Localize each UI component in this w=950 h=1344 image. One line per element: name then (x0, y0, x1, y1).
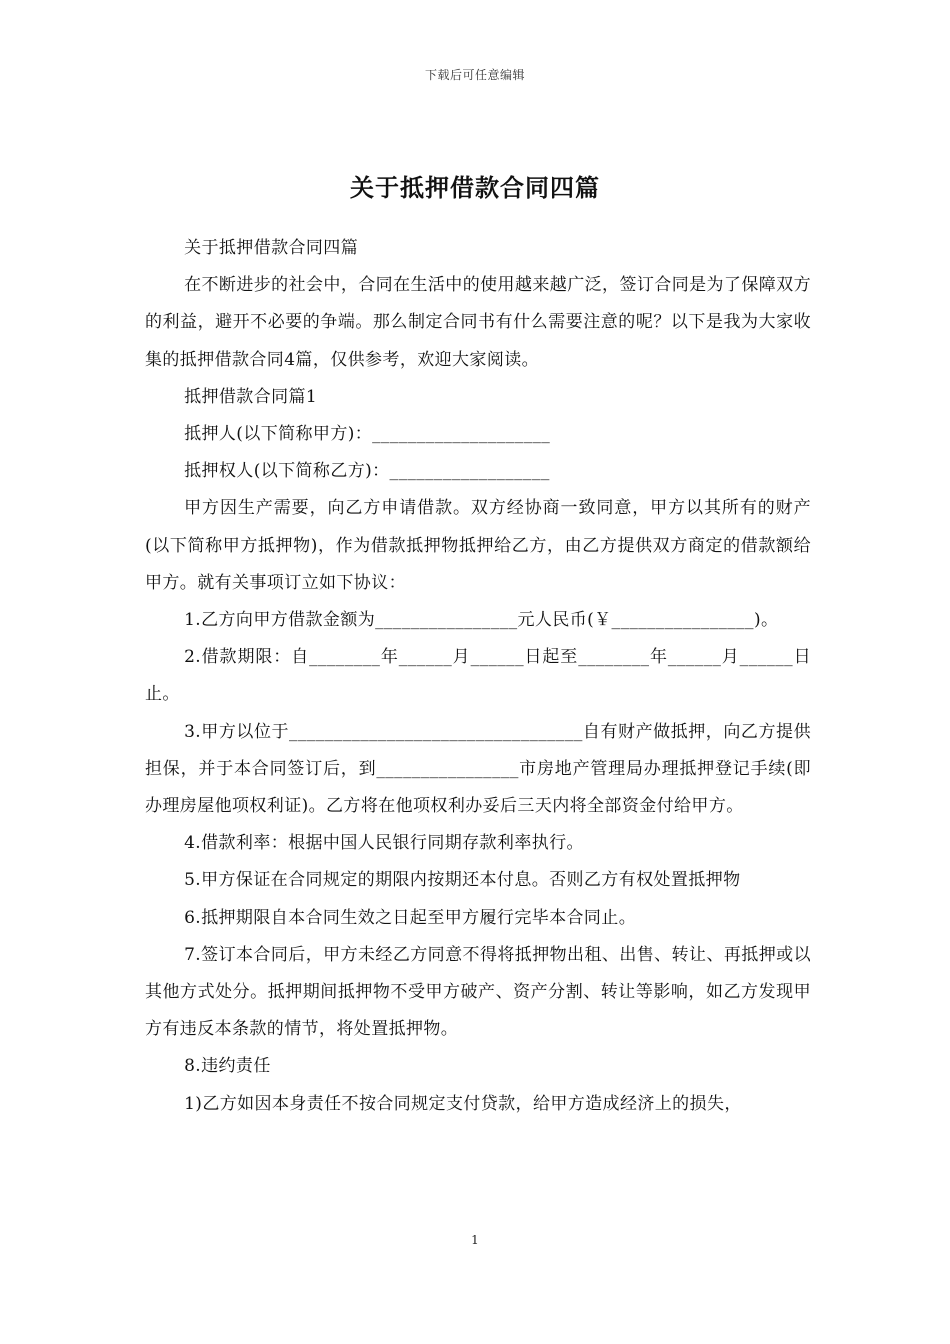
paragraph-clause-4: 4.借款利率：根据中国人民银行同期存款利率执行。 (184, 833, 584, 854)
paragraph-clause-8-1: 1)乙方如因本身责任不按合同规定支付贷款，给甲方造成经济上的损失， (184, 1093, 742, 1114)
paragraph-clause-8: 8.违约责任 (184, 1056, 271, 1077)
paragraph-mortgagee-field: 抵押权人(以下简称乙方)：__________________ (184, 461, 550, 482)
paragraph-intro: 在不断进步的社会中，合同在生活中的使用越来越广泛，签订合同是为了保障双方的利益，避开不必要的争端。那么制定合同书有什么需要注意的呢？以下是我为大家收集的抵押借款合同4篇，仅供参考，欢迎大家阅读。 (145, 275, 811, 370)
page-number: 1 (471, 1233, 479, 1247)
paragraph-section-heading: 抵押借款合同篇1 (184, 386, 318, 407)
paragraph-clause-6: 6.抵押期限自本合同生效之日起至甲方履行完毕本合同止。 (184, 907, 637, 928)
paragraph-clause-5: 5.甲方保证在合同规定的期限内按期还本付息。否则乙方有权处置抵押物 (184, 870, 741, 891)
paragraph-clause-1: 1.乙方向甲方借款金额为________________元人民币(￥________________)。 (184, 610, 779, 631)
paragraph-clause-7: 7.签订本合同后，甲方未经乙方同意不得将抵押物出租、出售、转让、再抵押或以其他方式处分。抵押期间抵押物不受甲方破产、资产分割、转让等影响，如乙方发现甲方有违反本条款的情节，将处置抵押物。 (145, 944, 811, 1040)
document-body (145, 230, 811, 1123)
paragraph-clause-3: 3.甲方以位于_________________________________自有财产做抵押，向乙方提供担保，并于本合同签订后，到________________市房地产管理局办理抵押登记手续(即办理房屋他项权利证)。乙方将在他项权利办妥后三天内将全部资金付给甲方。 (145, 721, 811, 817)
document-title: 关于抵押借款合同四篇 (350, 173, 600, 203)
paragraph-preamble: 甲方因生产需要，向乙方申请借款。双方经协商一致同意，甲方以其所有的财产(以下简称甲方抵押物)，作为借款抵押物抵押给乙方，由乙方提供双方商定的借款额给甲方。就有关事项订立如下协议： (145, 498, 811, 593)
paragraph-clause-2: 2.借款期限：自________年______月______日起至________年______月______日止。 (145, 647, 811, 705)
paragraph-mortgagor-field: 抵押人(以下简称甲方)：____________________ (184, 424, 551, 445)
paragraph-subtitle: 关于抵押借款合同四篇 (184, 238, 359, 258)
header-note: 下载后可任意编辑 (424, 68, 525, 82)
